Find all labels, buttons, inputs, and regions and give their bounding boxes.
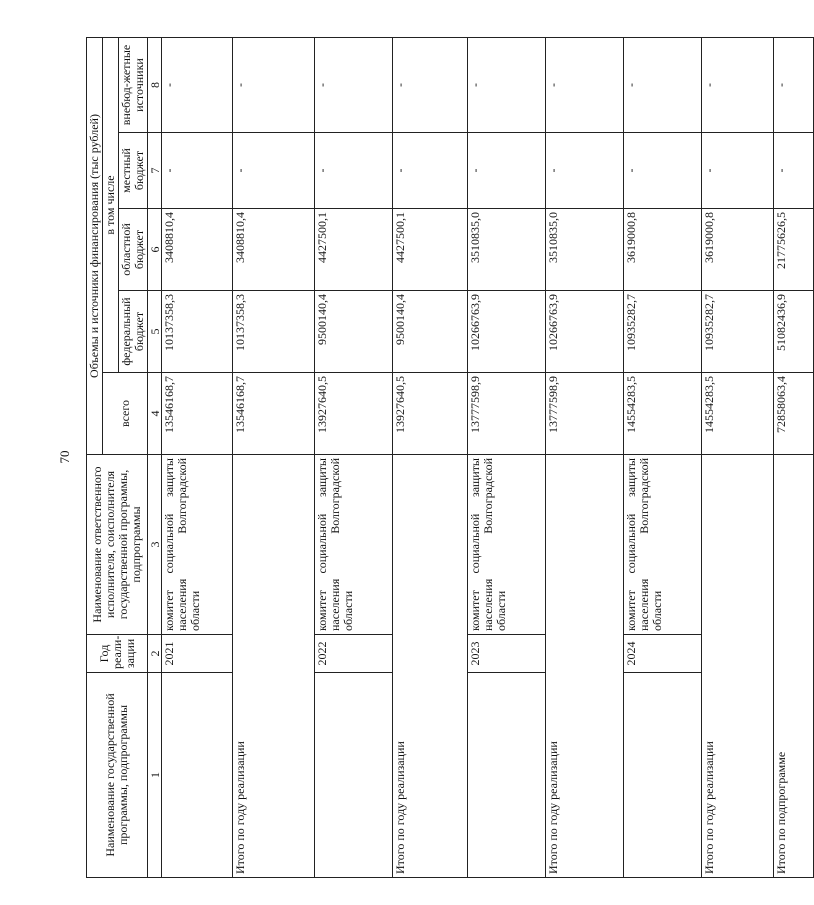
extra-cell: - xyxy=(546,37,624,132)
extra-cell: - xyxy=(702,37,774,132)
total-cell: 13927640,5 xyxy=(393,373,468,455)
year-total-label: Итого по году реализации xyxy=(393,455,468,878)
year-total-label: Итого по году реализации xyxy=(546,455,624,878)
total-cell: 13546168,7 xyxy=(233,373,315,455)
local-cell: - xyxy=(774,133,814,209)
local-cell: - xyxy=(546,133,624,209)
header-year: Год реали-зации xyxy=(87,635,148,673)
extra-cell: - xyxy=(393,37,468,132)
extra-cell: - xyxy=(233,37,315,132)
header-total: всего xyxy=(103,373,148,455)
federal-cell: 10935282,7 xyxy=(702,291,774,373)
table-row-year xyxy=(468,37,546,877)
column-number-row xyxy=(148,37,162,877)
table-row-year-total xyxy=(233,37,315,877)
column-number: 2 xyxy=(148,635,162,673)
total-cell: 14554283,5 xyxy=(624,373,702,455)
column-number: 8 xyxy=(148,37,162,132)
extra-cell: - xyxy=(162,37,233,132)
header-executor: Наименование ответственного исполнителя, соисполнителя государственной программы, подпрограммы xyxy=(87,455,148,635)
total-cell: 13777598,9 xyxy=(546,373,624,455)
program-cell xyxy=(162,673,233,878)
table-row-year xyxy=(624,37,702,877)
federal-cell: 9500140,4 xyxy=(315,291,393,373)
extra-cell: - xyxy=(315,37,393,132)
column-number: 7 xyxy=(148,133,162,209)
total-cell: 13927640,5 xyxy=(315,373,393,455)
header-federal: федеральный бюджет xyxy=(119,291,148,373)
table-row-year-total xyxy=(546,37,624,877)
regional-cell: 4427500,1 xyxy=(315,209,393,291)
program-cell xyxy=(468,673,546,878)
year-cell: 2022 xyxy=(315,635,393,673)
local-cell: - xyxy=(162,133,233,209)
regional-cell: 4427500,1 xyxy=(393,209,468,291)
extra-cell: - xyxy=(774,37,814,132)
header-program-name: Наименование государственной программы, подпрограммы xyxy=(87,673,148,878)
total-cell: 72858063,4 xyxy=(774,373,814,455)
table-row-year-total xyxy=(393,37,468,877)
regional-cell: 3510835,0 xyxy=(546,209,624,291)
header-extra: внебюд-жетные источники xyxy=(119,37,148,132)
header-row-1 xyxy=(87,37,103,877)
federal-cell: 9500140,4 xyxy=(393,291,468,373)
federal-cell: 51082436,9 xyxy=(774,291,814,373)
column-number: 1 xyxy=(148,673,162,878)
column-number: 6 xyxy=(148,209,162,291)
financing-table xyxy=(86,37,814,878)
header-regional: областной бюджет xyxy=(119,209,148,291)
header-including: в том числе xyxy=(103,37,119,372)
column-number: 3 xyxy=(148,455,162,635)
executor-cell: комитет социальной защиты населения Волгоградской области xyxy=(315,455,393,635)
rotated-table-container xyxy=(86,38,788,878)
column-number: 5 xyxy=(148,291,162,373)
federal-cell: 10137358,3 xyxy=(233,291,315,373)
local-cell: - xyxy=(468,133,546,209)
local-cell: - xyxy=(315,133,393,209)
total-cell: 13777598,9 xyxy=(468,373,546,455)
table-row-subprogram-total xyxy=(774,37,814,877)
page-number: 70 xyxy=(57,450,72,464)
local-cell: - xyxy=(393,133,468,209)
year-cell: 2021 xyxy=(162,635,233,673)
extra-cell: - xyxy=(468,37,546,132)
executor-cell: комитет социальной защиты населения Волгоградской области xyxy=(624,455,702,635)
program-cell xyxy=(624,673,702,878)
regional-cell: 3510835,0 xyxy=(468,209,546,291)
table-row-year-total xyxy=(702,37,774,877)
total-cell: 14554283,5 xyxy=(702,373,774,455)
column-number: 4 xyxy=(148,373,162,455)
header-local: местный бюджет xyxy=(119,133,148,209)
program-cell xyxy=(315,673,393,878)
extra-cell: - xyxy=(624,37,702,132)
federal-cell: 10935282,7 xyxy=(624,291,702,373)
local-cell: - xyxy=(702,133,774,209)
year-cell: 2024 xyxy=(624,635,702,673)
federal-cell: 10266763,9 xyxy=(546,291,624,373)
local-cell: - xyxy=(233,133,315,209)
table-row-year xyxy=(162,37,233,877)
table-row-year xyxy=(315,37,393,877)
regional-cell: 21775626,5 xyxy=(774,209,814,291)
year-total-label: Итого по году реализации xyxy=(702,455,774,878)
federal-cell: 10266763,9 xyxy=(468,291,546,373)
federal-cell: 10137358,3 xyxy=(162,291,233,373)
subprogram-total-label: Итого по подпрограмме xyxy=(774,455,814,878)
year-cell: 2023 xyxy=(468,635,546,673)
regional-cell: 3619000,8 xyxy=(624,209,702,291)
year-total-label: Итого по году реализации xyxy=(233,455,315,878)
regional-cell: 3408810,4 xyxy=(162,209,233,291)
header-funding-group: Объемы и источники финансирования (тыс рублей) xyxy=(87,37,103,454)
regional-cell: 3408810,4 xyxy=(233,209,315,291)
regional-cell: 3619000,8 xyxy=(702,209,774,291)
executor-cell: комитет социальной защиты населения Волгоградской области xyxy=(162,455,233,635)
executor-cell: комитет социальной защиты населения Волгоградской области xyxy=(468,455,546,635)
total-cell: 13546168,7 xyxy=(162,373,233,455)
local-cell: - xyxy=(624,133,702,209)
